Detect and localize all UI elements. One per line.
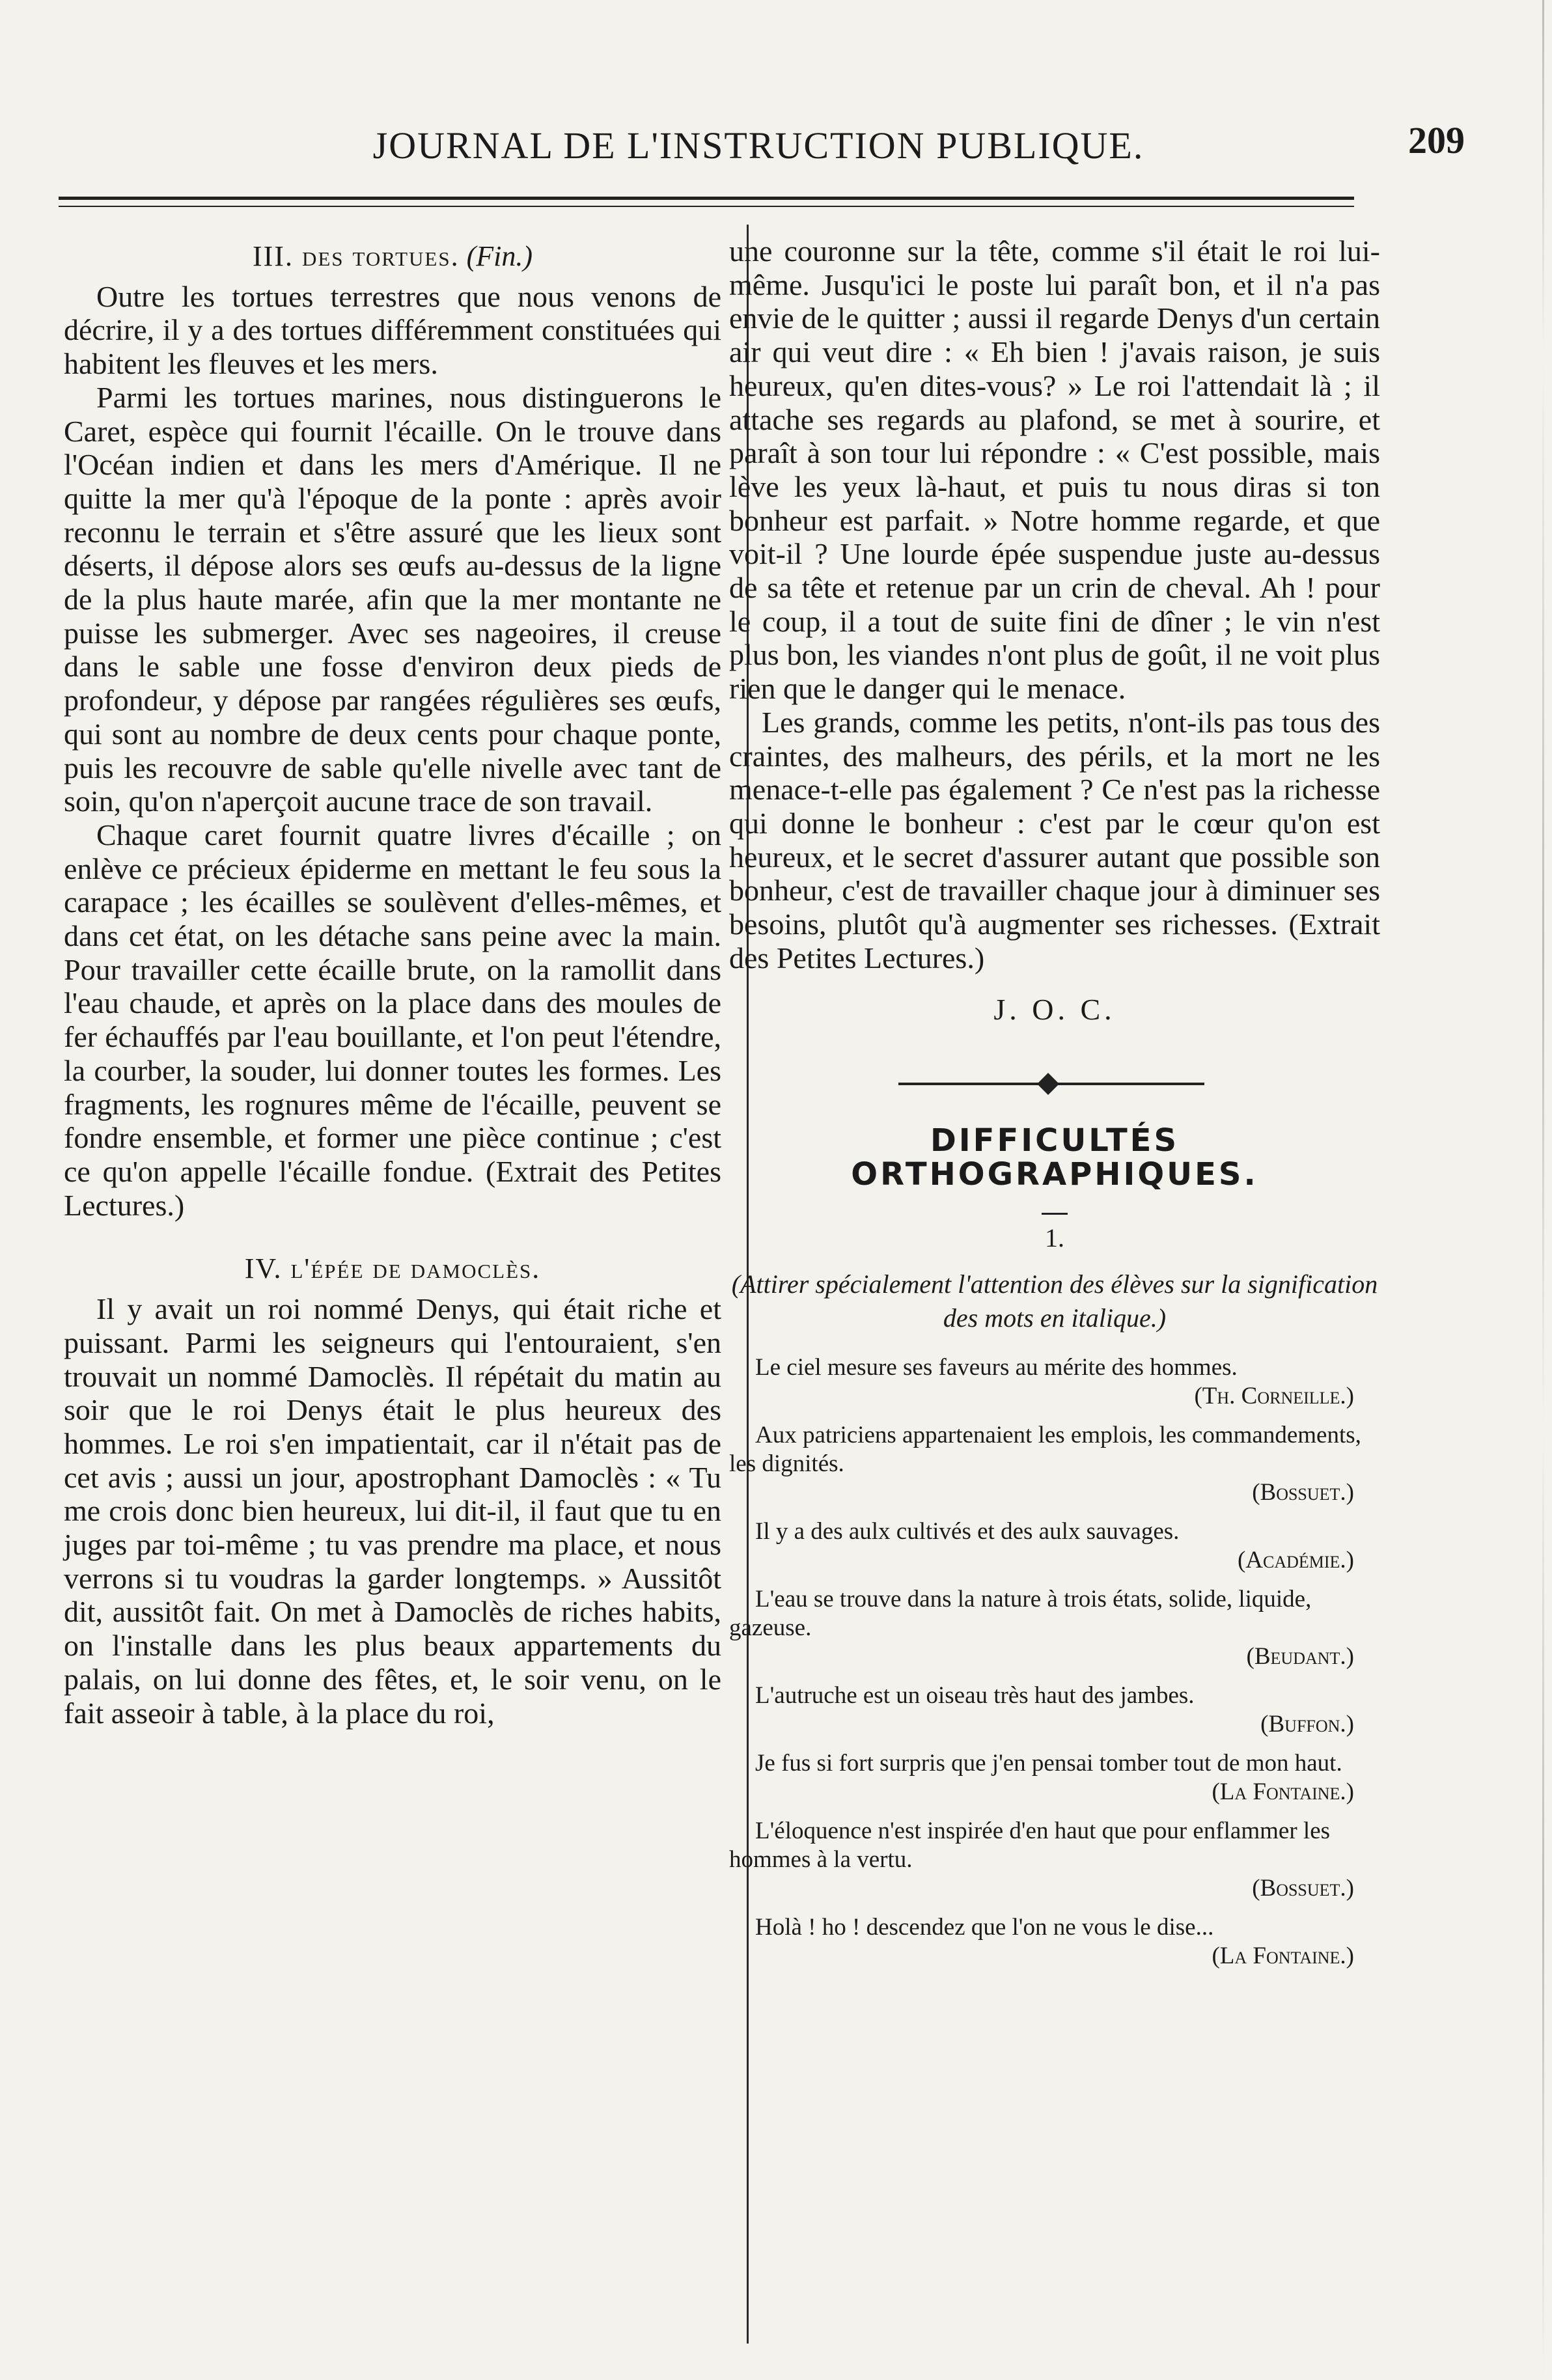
continuation-paragraph: une couronne sur la tête, comme s'il était le roi lui-même. Jusqu'ici le poste lui paraît bon, et il n'a pas envie de le quitter ; aussi il regarde Denys d'un certain air qui veut dire : « Eh bien ! j'avais raison, je suis heureux, qu'en dites-vous? » Le roi l'attendait là ; il attache ses regards au plafond, se met à sourire, et paraît à son tour lui répondre : « C'est possible, mais lève les yeux là-haut, et puis tu nous diras si ton bonheur est parfait. » Notre homme regarde, et que voit-il ? Une lourde épée suspendue juste au-dessus de sa tête et retenue par un crin de cheval. Ah ! pour le coup, il a tout de suite fini de dîner ; le vin n'est plus bon, les viandes n'ont plus de goût, il ne voit plus rien que le danger qui le menace. — [729, 234, 1380, 706]
example-item — [729, 1421, 1380, 1507]
example-text: Il y a des aulx cultivés et des aulx sauvages. — [755, 1518, 1180, 1545]
section-3-title: III. des tortues. — [252, 240, 460, 272]
section-3-paragraph-3: Chaque caret fournit quatre livres d'écaille ; on enlève ce précieux épiderme en mettant le feu sous la carapace ; les écailles se soulèvent d'elles-mêmes, et dans cet état, on les détache sans peine avec la main. Pour travailler cette écaille brute, on la ramollit dans l'eau chaude, et après on la place dans des moules de fer échauffés par l'eau bouillante, et l'on peut l'étendre, la courber, la souder, lui donner toutes les formes. Les fragments, les rognures même de l'écaille, peuvent se fondre ensemble, et former une pièce continue ; c'est ce qu'on appelle l'écaille fondue. (Extrait des Petites Lectures.) — [64, 818, 721, 1222]
moral-paragraph: Les grands, comme les petits, n'ont-ils pas tous des craintes, des malheurs, des périls, et la mort ne les menace-t-elle pas également ? Ce n'est pas la richesse qui donne le bonheur : c'est par le cœur qu'on est heureux, et le secret d'assurer autant que possible son bonheur, c'est de travailler chaque jour à diminuer ses besoins, plutôt qu'à augmenter ses richesses. (Extrait des Petites Lectures.) — [729, 705, 1380, 975]
page-header — [52, 119, 1465, 176]
section-3-paragraph-1: Outre les tortues terrestres que nous venons de décrire, il y a des tortues différemment constituées qui habitent les fleuves et les mers. — [64, 279, 721, 381]
section-4-title: IV. l'épée de damoclès. — [244, 1252, 541, 1285]
example-item — [729, 1681, 1380, 1739]
section-4-heading — [64, 1252, 721, 1286]
example-text: Je fus si fort surpris que j'en pensai tomber tout de mon haut. — [755, 1750, 1342, 1777]
short-rule — [1042, 1213, 1068, 1215]
example-item — [729, 1817, 1380, 1903]
header-rule-thick — [59, 197, 1354, 200]
ornament-diamond-icon — [1037, 1073, 1059, 1095]
page-edge-shadow — [1542, 0, 1544, 2380]
example-source: (Th. Corneille.) — [1194, 1383, 1354, 1410]
section-4-paragraph: Il y avait un roi nommé Denys, qui était riche et puissant. Parmi les seigneurs qui l'entouraient, s'en trouvait un nommé Damoclès. Il répétait du matin au soir que le roi Denys était le plus heureux des hommes. Le roi s'en impatientait, car il n'était pas de cet avis ; aussi un jour, apostrophant Damoclès : « Tu me crois donc bien heureux, lui dit-il, il faut que tu en juges par toi-même ; tu vas prendre ma place, et nous verrons si tu voudras la garder longtemps. » Aussitôt dit, aussitôt fait. On met à Damoclès de riches habits, on l'installe dans les plus beaux appartements du palais, on lui donne des fêtes, et, le soir venu, on le fait asseoir à table, à la place du roi, — [64, 1292, 721, 1730]
difficultes-title: DIFFICULTÉS ORTHOGRAPHIQUES. — [851, 1122, 1258, 1193]
example-item — [729, 1585, 1380, 1671]
example-source: (Beudant.) — [1246, 1643, 1354, 1670]
section-ornament — [729, 1072, 1380, 1098]
example-text: L'eau se trouve dans la nature à trois états, solide, liquide, gazeuse. — [729, 1586, 1312, 1642]
section-3-paragraph-2: Parmi les tortues marines, nous distinguerons le Caret, espèce qui fournit l'écaille. On le trouve dans l'Océan indien et dans les mers d'Amérique. Il ne quitte la mer qu'à l'époque de la ponte : après avoir reconnu le terrain et s'être assuré que les lieux sont déserts, il dépose alors ses œufs au-dessus de la ligne de la plus haute marée, afin que la mer montante ne puisse les submerger. Avec ses nageoires, il creuse dans le sable une fosse d'environ deux pieds de profondeur, y dépose par rangées régulières ses œufs, qui sont au nombre de deux cents pour chaque ponte, puis les recouvre de sable qu'elle nivelle avec tant de soin, qu'on n'aperçoit aucune trace de son travail. — [64, 380, 721, 818]
example-source: (Bossuet.) — [1252, 1479, 1354, 1506]
example-item — [729, 1353, 1380, 1411]
header-rule-thin — [59, 206, 1354, 207]
running-title: JOURNAL DE L'INSTRUCTION PUBLIQUE. — [372, 124, 1144, 167]
example-item — [729, 1913, 1380, 1971]
example-text: L'autruche est un oiseau très haut des jambes. — [755, 1682, 1195, 1709]
example-text: L'éloquence n'est inspirée d'en haut que pour enflammer les hommes à la vertu. — [729, 1818, 1331, 1874]
example-text: Holà ! ho ! descendez que l'on ne vous le dise... — [755, 1914, 1214, 1941]
example-item — [729, 1517, 1380, 1575]
section-3-suffix: (Fin.) — [466, 240, 533, 272]
example-source: (La Fontaine.) — [1212, 1778, 1354, 1806]
section-3-heading — [64, 240, 721, 273]
author-signature: J. O. C. — [993, 993, 1116, 1027]
example-text: Aux patriciens appartenaient les emplois, les commandements, les dignités. — [729, 1422, 1361, 1478]
exercise-number: 1. — [1045, 1223, 1064, 1252]
left-column — [64, 234, 721, 1730]
exercise-instruction: (Attirer spécialement l'attention des élèves sur la signification des mots en italique.) — [731, 1269, 1378, 1333]
example-source: (Académie.) — [1237, 1547, 1354, 1574]
right-column — [729, 234, 1380, 1971]
example-source: (La Fontaine.) — [1212, 1943, 1354, 1970]
example-text: Le ciel mesure ses faveurs au mérite des hommes. — [755, 1354, 1238, 1381]
page-number: 209 — [1408, 119, 1465, 161]
example-source: (Bossuet.) — [1252, 1875, 1354, 1902]
example-item — [729, 1749, 1380, 1806]
example-source: (Buffon.) — [1260, 1711, 1354, 1738]
